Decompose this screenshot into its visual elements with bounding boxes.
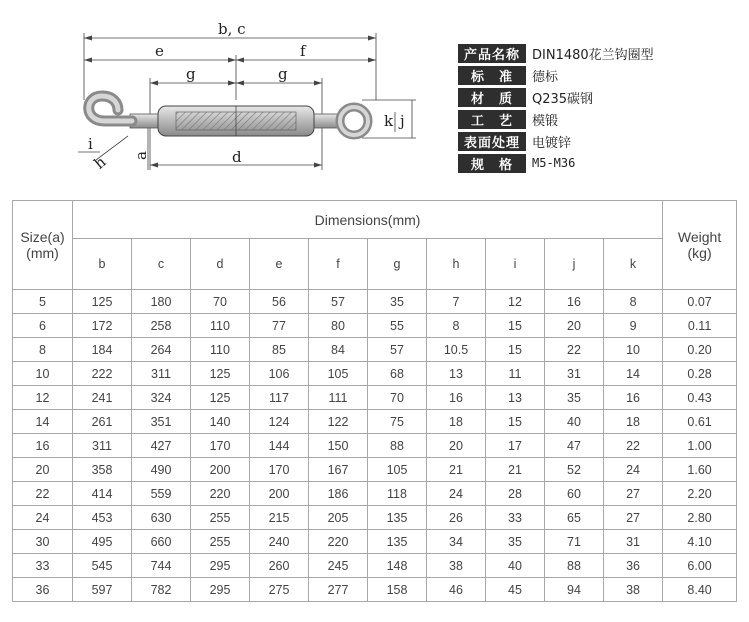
table-cell: 427 <box>132 434 191 458</box>
table-cell: 35 <box>486 530 545 554</box>
table-cell: 31 <box>545 362 604 386</box>
weight-header: Weight (kg) <box>663 201 737 290</box>
table-row <box>13 482 737 506</box>
table-cell: 35 <box>545 386 604 410</box>
table-cell: 158 <box>368 578 427 602</box>
table-cell: 186 <box>309 482 368 506</box>
table-cell: 311 <box>73 434 132 458</box>
table-cell: 10 <box>604 338 663 362</box>
table-cell: 0.11 <box>663 314 737 338</box>
spec-row-surface <box>458 130 654 152</box>
table-cell: 8 <box>13 338 73 362</box>
column-header-b: b <box>73 239 132 290</box>
table-row <box>13 410 737 434</box>
column-header-k: k <box>604 239 663 290</box>
table-cell: 0.43 <box>663 386 737 410</box>
table-cell: 10.5 <box>427 338 486 362</box>
table-cell: 16 <box>604 386 663 410</box>
table-cell: 495 <box>73 530 132 554</box>
dim-label-a: a <box>132 151 150 160</box>
table-cell: 33 <box>486 506 545 530</box>
table-cell: 15 <box>486 410 545 434</box>
table-cell: 241 <box>73 386 132 410</box>
table-cell: 170 <box>191 434 250 458</box>
table-cell: 6.00 <box>663 554 737 578</box>
table-cell: 782 <box>132 578 191 602</box>
table-cell: 5 <box>13 290 73 314</box>
table-cell: 2.20 <box>663 482 737 506</box>
table-cell: 105 <box>368 458 427 482</box>
table-cell: 13 <box>486 386 545 410</box>
table-cell: 75 <box>368 410 427 434</box>
table-cell: 27 <box>604 506 663 530</box>
table-cell: 200 <box>191 458 250 482</box>
dimensions-table <box>12 200 737 602</box>
table-cell: 46 <box>427 578 486 602</box>
column-header-c: c <box>132 239 191 290</box>
table-cell: 180 <box>132 290 191 314</box>
table-cell: 16 <box>427 386 486 410</box>
table-cell: 4.10 <box>663 530 737 554</box>
table-cell: 16 <box>545 290 604 314</box>
table-cell: 33 <box>13 554 73 578</box>
dim-label-e: e <box>155 42 164 60</box>
table-cell: 125 <box>73 290 132 314</box>
spec-key: 产品名称 <box>458 44 526 63</box>
spec-key: 表面处理 <box>458 132 526 151</box>
table-cell: 85 <box>250 338 309 362</box>
dim-label-i: i <box>88 135 93 153</box>
table-cell: 40 <box>545 410 604 434</box>
table-row <box>13 458 737 482</box>
table-cell: 140 <box>191 410 250 434</box>
table-row <box>13 578 737 602</box>
table-cell: 18 <box>604 410 663 434</box>
table-cell: 597 <box>73 578 132 602</box>
table-cell: 0.61 <box>663 410 737 434</box>
dim-label-k: k <box>384 112 394 130</box>
table-cell: 45 <box>486 578 545 602</box>
table-cell: 260 <box>250 554 309 578</box>
table-cell: 8 <box>427 314 486 338</box>
table-cell: 744 <box>132 554 191 578</box>
table-cell: 35 <box>368 290 427 314</box>
table-cell: 17 <box>486 434 545 458</box>
table-cell: 453 <box>73 506 132 530</box>
table-cell: 38 <box>427 554 486 578</box>
spec-row-process <box>458 108 654 130</box>
table-cell: 261 <box>73 410 132 434</box>
spec-value: 德标 <box>532 69 559 85</box>
column-header-row <box>13 239 737 290</box>
table-cell: 36 <box>13 578 73 602</box>
spec-key: 材 质 <box>458 88 526 107</box>
table-cell: 0.07 <box>663 290 737 314</box>
table-cell: 84 <box>309 338 368 362</box>
table-cell: 2.80 <box>663 506 737 530</box>
table-row <box>13 362 737 386</box>
table-cell: 110 <box>191 314 250 338</box>
table-cell: 118 <box>368 482 427 506</box>
table-cell: 15 <box>486 314 545 338</box>
table-cell: 220 <box>191 482 250 506</box>
column-header-j: j <box>545 239 604 290</box>
table-cell: 70 <box>368 386 427 410</box>
table-cell: 324 <box>132 386 191 410</box>
product-spec-list <box>458 42 654 174</box>
table-cell: 245 <box>309 554 368 578</box>
spec-value: Q235碳钢 <box>532 91 594 107</box>
table-cell: 21 <box>486 458 545 482</box>
table-cell: 1.00 <box>663 434 737 458</box>
table-cell: 80 <box>309 314 368 338</box>
table-cell: 8.40 <box>663 578 737 602</box>
table-cell: 258 <box>132 314 191 338</box>
table-row <box>13 434 737 458</box>
table-cell: 60 <box>545 482 604 506</box>
table-cell: 295 <box>191 578 250 602</box>
table-row <box>13 530 737 554</box>
table-cell: 660 <box>132 530 191 554</box>
table-cell: 0.20 <box>663 338 737 362</box>
table-cell: 24 <box>604 458 663 482</box>
column-header-e: e <box>250 239 309 290</box>
table-cell: 20 <box>13 458 73 482</box>
spec-value: 模锻 <box>532 113 559 129</box>
table-cell: 0.28 <box>663 362 737 386</box>
table-cell: 20 <box>545 314 604 338</box>
table-cell: 68 <box>368 362 427 386</box>
table-cell: 31 <box>604 530 663 554</box>
table-cell: 264 <box>132 338 191 362</box>
spec-key: 工 艺 <box>458 110 526 129</box>
size-header: Size(a) (mm) <box>13 201 73 290</box>
table-row <box>13 554 737 578</box>
table-cell: 220 <box>309 530 368 554</box>
table-cell: 277 <box>309 578 368 602</box>
column-header-i: i <box>486 239 545 290</box>
spec-row-material <box>458 86 654 108</box>
column-header-d: d <box>191 239 250 290</box>
table-cell: 125 <box>191 386 250 410</box>
table-cell: 6 <box>13 314 73 338</box>
table-cell: 94 <box>545 578 604 602</box>
dim-label-d: d <box>232 148 242 166</box>
table-cell: 351 <box>132 410 191 434</box>
dim-label-g2: g <box>278 65 288 83</box>
turnbuckle-diagram <box>60 10 460 190</box>
table-cell: 559 <box>132 482 191 506</box>
table-cell: 65 <box>545 506 604 530</box>
table-cell: 125 <box>191 362 250 386</box>
table-cell: 88 <box>545 554 604 578</box>
table-row <box>13 386 737 410</box>
table-cell: 110 <box>191 338 250 362</box>
table-cell: 12 <box>486 290 545 314</box>
table-cell: 275 <box>250 578 309 602</box>
table-row <box>13 314 737 338</box>
table-cell: 135 <box>368 530 427 554</box>
table-cell: 26 <box>427 506 486 530</box>
dimensions-header: Dimensions(mm) <box>73 201 663 239</box>
table-cell: 77 <box>250 314 309 338</box>
table-cell: 150 <box>309 434 368 458</box>
spec-row-standard <box>458 64 654 86</box>
table-cell: 9 <box>604 314 663 338</box>
table-cell: 18 <box>427 410 486 434</box>
table-cell: 47 <box>545 434 604 458</box>
table-cell: 11 <box>486 362 545 386</box>
table-cell: 170 <box>250 458 309 482</box>
table-cell: 124 <box>250 410 309 434</box>
table-cell: 148 <box>368 554 427 578</box>
table-cell: 490 <box>132 458 191 482</box>
table-cell: 106 <box>250 362 309 386</box>
table-cell: 22 <box>604 434 663 458</box>
table-cell: 24 <box>427 482 486 506</box>
table-cell: 184 <box>73 338 132 362</box>
table-cell: 71 <box>545 530 604 554</box>
table-cell: 21 <box>427 458 486 482</box>
table-cell: 105 <box>309 362 368 386</box>
spec-row-name <box>458 42 654 64</box>
spec-row-size-range <box>458 152 654 174</box>
table-cell: 13 <box>427 362 486 386</box>
table-cell: 30 <box>13 530 73 554</box>
table-row <box>13 290 737 314</box>
table-cell: 36 <box>604 554 663 578</box>
table-cell: 14 <box>604 362 663 386</box>
table-cell: 22 <box>13 482 73 506</box>
column-header-f: f <box>309 239 368 290</box>
table-cell: 222 <box>73 362 132 386</box>
table-cell: 200 <box>250 482 309 506</box>
table-cell: 22 <box>545 338 604 362</box>
table-cell: 1.60 <box>663 458 737 482</box>
table-cell: 16 <box>13 434 73 458</box>
table-cell: 57 <box>368 338 427 362</box>
table-cell: 215 <box>250 506 309 530</box>
table-cell: 52 <box>545 458 604 482</box>
table-cell: 14 <box>13 410 73 434</box>
column-header-h: h <box>427 239 486 290</box>
table-cell: 255 <box>191 530 250 554</box>
spec-value: 电镀锌 <box>532 135 572 151</box>
spec-value: DIN1480花兰钩圈型 <box>532 47 654 63</box>
table-cell: 135 <box>368 506 427 530</box>
table-cell: 40 <box>486 554 545 578</box>
spec-key: 标 准 <box>458 66 526 85</box>
table-cell: 358 <box>73 458 132 482</box>
table-cell: 122 <box>309 410 368 434</box>
table-cell: 144 <box>250 434 309 458</box>
table-cell: 172 <box>73 314 132 338</box>
table-cell: 111 <box>309 386 368 410</box>
dim-label-g1: g <box>186 65 196 83</box>
table-cell: 55 <box>368 314 427 338</box>
table-cell: 20 <box>427 434 486 458</box>
table-cell: 88 <box>368 434 427 458</box>
spec-key: 规 格 <box>458 154 526 173</box>
table-cell: 117 <box>250 386 309 410</box>
table-cell: 10 <box>13 362 73 386</box>
table-cell: 27 <box>604 482 663 506</box>
spec-value: M5-M36 <box>532 156 576 170</box>
table-cell: 630 <box>132 506 191 530</box>
table-cell: 24 <box>13 506 73 530</box>
table-cell: 12 <box>13 386 73 410</box>
dim-label-bc: b, c <box>218 20 246 38</box>
dim-label-h: h <box>90 152 110 173</box>
table-cell: 205 <box>309 506 368 530</box>
table-cell: 57 <box>309 290 368 314</box>
table-body <box>13 290 737 602</box>
table-cell: 167 <box>309 458 368 482</box>
dim-label-j: j <box>400 112 405 130</box>
table-cell: 7 <box>427 290 486 314</box>
table-cell: 311 <box>132 362 191 386</box>
table-cell: 28 <box>486 482 545 506</box>
table-cell: 414 <box>73 482 132 506</box>
table-cell: 15 <box>486 338 545 362</box>
table-cell: 255 <box>191 506 250 530</box>
table-cell: 295 <box>191 554 250 578</box>
table-cell: 8 <box>604 290 663 314</box>
table-cell: 240 <box>250 530 309 554</box>
table-cell: 34 <box>427 530 486 554</box>
table-cell: 70 <box>191 290 250 314</box>
table-cell: 38 <box>604 578 663 602</box>
table-cell: 545 <box>73 554 132 578</box>
table-row <box>13 506 737 530</box>
dim-label-f: f <box>300 42 306 60</box>
column-header-g: g <box>368 239 427 290</box>
table-row <box>13 338 737 362</box>
table-cell: 56 <box>250 290 309 314</box>
